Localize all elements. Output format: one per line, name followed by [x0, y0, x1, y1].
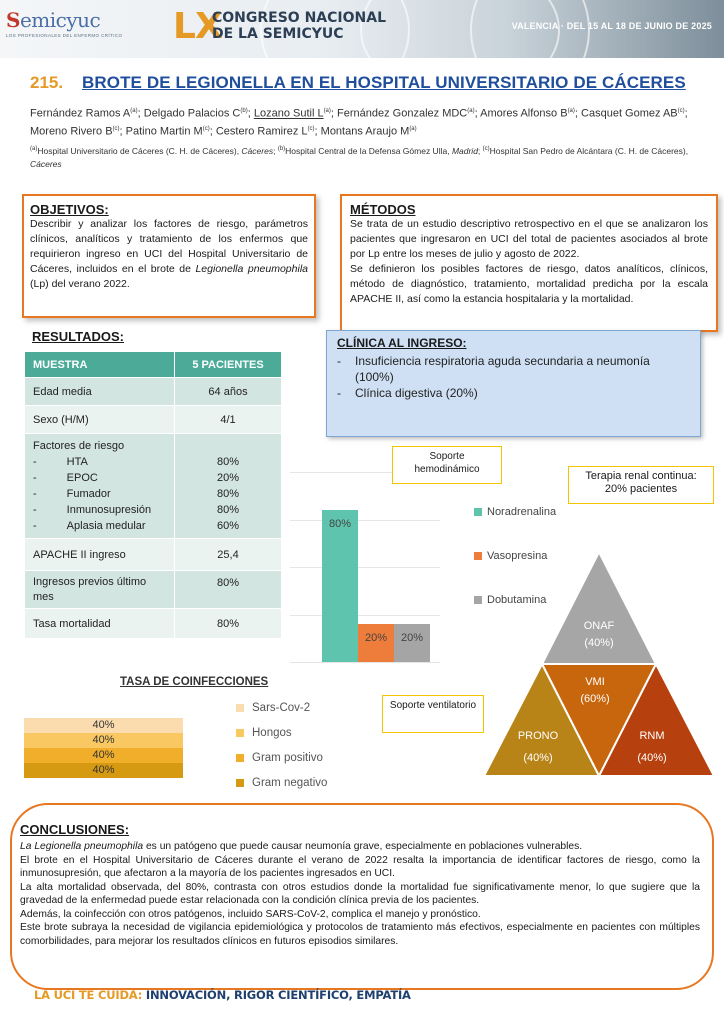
coinfection-legend-item: [236, 752, 323, 764]
header-banner: [0, 0, 724, 58]
table-row: [25, 378, 282, 406]
legend-swatch: [236, 704, 244, 712]
factores-cell: [25, 434, 175, 539]
legend-label: Gram negativo: [252, 777, 328, 789]
risk-factor-dash: -: [33, 472, 37, 484]
vmi-name: VMI: [585, 676, 605, 688]
authors-list: Fernández Ramos $A^{(a)}$; Delgado Palacios $C^{(b)}$; Lozano Sutil $L^{(a)}$; Fernández Gonzalez MDC$^{(a)}$; Amores Alfonso $B^{(a)}$; Casquet Gomez AB$^{(c)}$; Moreno Rivero $B^{(c)}$; Patino Martin $M^{(c)}$; Cestero Ramirez $L^{(c)}$; Montans Araujo $M^{(a)}$: [30, 107, 688, 138]
vmi-value: (60%): [580, 693, 610, 705]
conclusion-paragraph: Además, la coinfección con otros patógenos, incluido SARS-CoV-2, complica el manejo y pronóstico.: [20, 908, 481, 920]
legend-swatch: [236, 754, 244, 762]
affiliation-city: Cáceres: [241, 145, 274, 156]
legend-swatch: [236, 779, 244, 787]
risk-factor-value: 20%: [216, 472, 240, 484]
sexo-value: 4/1: [175, 406, 282, 434]
results-table: [24, 351, 282, 639]
legend-label: Dobutamina: [487, 594, 547, 606]
gridline: [290, 567, 440, 568]
author-name: Cestero Ramirez L: [215, 125, 308, 138]
author-affiliation-mark: (c): [202, 125, 210, 132]
clinica-item: [337, 385, 690, 401]
soporte-ventilatorio-callout: Soporte ventilatorio: [382, 695, 484, 733]
metodos-box: [340, 194, 718, 332]
mortalidad-label: Tasa mortalidad: [25, 609, 175, 639]
conclusiones-title: CONCLUSIONES:: [20, 822, 130, 837]
author-affiliation-mark: (c): [677, 108, 685, 114]
conclusiones-box: [10, 803, 714, 990]
ingresos-value: 80%: [175, 571, 282, 609]
risk-factor-value: 80%: [216, 504, 240, 516]
sexo-label: Sexo (H/M): [25, 406, 175, 434]
author-affiliation-mark: (a): [567, 108, 575, 114]
conclusion-paragraph: [20, 840, 700, 854]
author-affiliation-mark: (a): [409, 125, 417, 132]
risk-factor-name: Aplasia medular: [66, 520, 146, 532]
conclusion-text: es un patógeno que puede causar neumonía grave, especialmente en poblaciones vulnerables.: [143, 841, 583, 852]
metodos-paragraph-2: Se definieron los posibles factores de riesgo, datos analíticos, clínicos, método de diagnóstico, tratamiento, mortalidad predicha por la escala APACHE II, así como la estancia hospitalaria y la mortalidad.: [350, 263, 708, 305]
rnm-value: (40%): [637, 752, 667, 764]
affiliation-name: Hospital Universitario de Cáceres (C. H. de Cáceres),: [37, 145, 242, 156]
risk-factor-name: Fumador: [66, 488, 111, 500]
risk-factor-name: EPOC: [66, 472, 98, 484]
affiliation-mark: (b): [277, 146, 286, 152]
legend-swatch: [474, 552, 482, 560]
congress-line2: DE LA SEMICYUC: [212, 26, 344, 42]
table-header-muestra: MUESTRA: [25, 352, 175, 378]
factores-label: Factores de riesgo: [33, 440, 125, 452]
legend-item: [474, 506, 556, 518]
gridline: [290, 615, 440, 616]
author-name: Montans Araujo M: [320, 125, 410, 138]
author-affiliation-mark: (a): [130, 108, 138, 114]
author-name: Patino Martin M: [125, 125, 203, 138]
table-row: [25, 609, 282, 639]
conclusion-paragraph: La alta mortalidad observada, del 80%, contrasta con otros estudios donde la mortalidad fue significativamente menor, lo que sugiere que la gravedad de la enfermedad puede estar relacionada con la condición clínica previa de los pacientes.: [20, 881, 700, 906]
footer-slogan: [34, 988, 411, 1002]
metodos-title: MÉTODOS: [350, 202, 416, 217]
objetivos-text: [30, 217, 308, 292]
table-row: [25, 539, 282, 571]
affiliation-name: Hospital San Pedro de Alcántara (C. H. de Cáceres),: [489, 145, 689, 156]
conclusion-paragraph: El brote en el Hospital Universitario de Cáceres durante el verano de 2022 resalta la importancia de identificar factores de riesgo, como la inmunosupresión, que afectaron a la mayoría de los pacientes ingresados en UCI.: [20, 854, 700, 879]
metodos-paragraph-1: Se trata de un estudio descriptivo retrospectivo en el que se analizaron los pacientes que ingresaron en UCI del total de pacientes asociados al brote por Lp entre los meses de julio y agosto de 2022.: [350, 218, 708, 260]
factores-list: [33, 454, 166, 534]
rnm-name: RNM: [639, 730, 665, 742]
soporte-hemodinamico-callout: Soporte hemodinámico: [392, 446, 502, 484]
ingresos-label: Ingresos previos último mes: [25, 571, 175, 609]
legend-swatch: [474, 596, 482, 604]
objetivos-box: [22, 194, 316, 318]
affiliation-name: Hospital Central de la Defensa Gómez Ulla,: [285, 145, 452, 156]
legend-label: Vasopresina: [487, 550, 548, 562]
bar-noradrenalina: [322, 510, 358, 662]
author-name: Casquet Gomez AB: [581, 107, 678, 120]
author-affiliation-mark: (b): [240, 108, 248, 114]
objetivos-text-a: Describir y analizar los factores de riesgo, parámetros clínicos, analíticos y tratamiento de los enfermos que requirieron ingreso en UCI del Hospital Universitario de Cáceres, incluidos en el brote de: [30, 218, 308, 275]
risk-factor-name: Inmunosupresión: [66, 504, 152, 516]
resultados-title: RESULTADOS:: [32, 329, 124, 344]
bar-value-label: 80%: [328, 518, 352, 530]
edad-label: Edad media: [25, 378, 175, 406]
coinfection-bar: 40%: [24, 733, 183, 748]
coinfection-bar: 40%: [24, 763, 183, 778]
author-name: Moreno Rivero B: [30, 125, 113, 138]
coinfection-legend-item: [236, 702, 310, 714]
table-row: [25, 406, 282, 434]
clinica-title: CLÍNICA AL INGRESO:: [337, 336, 467, 350]
risk-factor-dash: -: [33, 488, 37, 500]
affiliation-mark: (c): [482, 146, 490, 152]
legend-label: Gram positivo: [252, 752, 323, 764]
apache-label: APACHE II ingreso: [25, 539, 175, 571]
affiliation-city: Cáceres: [30, 158, 62, 169]
table-header-pacientes: 5 PACIENTES: [175, 352, 282, 378]
risk-factor-dash: -: [33, 504, 37, 516]
logo-subtitle: LOS PROFESIONALES DEL ENFERMO CRÍTICO: [6, 33, 123, 38]
affiliation-city: Madrid: [451, 145, 478, 156]
footer-part1: LA UCI TE CUIDA:: [34, 988, 143, 1002]
legend-label: Sars-Cov-2: [252, 702, 311, 714]
conclusion-paragraph: Este brote subraya la necesidad de vigilancia epidemiológica y protocolos de tratamiento más efectivos, especialmente en pacientes con múltiples comorbilidades, para mejorar los resultados clínicos en futuros episodios similares.: [20, 922, 700, 947]
bar-value-label: 20%: [364, 632, 388, 644]
bullet-dash: -: [337, 386, 341, 400]
clinica-item-text: Insuficiencia respiratoria aguda secundaria a neumonía (100%): [355, 354, 650, 384]
author-name: Fernández Gonzalez MDC: [337, 107, 468, 120]
affiliation-mark: (a): [30, 146, 38, 152]
risk-factor-item: [33, 486, 166, 502]
coinfecciones-title: TASA DE COINFECCIONES: [120, 676, 269, 688]
author-name: Lozano Sutil L: [253, 107, 324, 120]
factores-values: [175, 434, 282, 539]
risk-factor-name: HTA: [66, 456, 88, 468]
author-affiliation-mark: (c): [307, 125, 315, 132]
coinfection-bar: 40%: [24, 748, 183, 763]
clinica-box: [326, 330, 701, 437]
coinfection-legend-item: [236, 777, 327, 789]
mortalidad-value: 80%: [175, 609, 282, 639]
risk-factor-value: 80%: [216, 456, 240, 468]
onaf-value: (40%): [584, 637, 614, 649]
author-name: Amores Alfonso B: [480, 107, 568, 120]
poster-title: BROTE DE LEGIONELLA EN EL HOSPITAL UNIVERSITARIO DE CÁCERES: [82, 73, 686, 92]
pyramid-label-vmi: [565, 674, 625, 708]
risk-factor-item: [33, 518, 166, 534]
coinfection-legend-item: [236, 727, 292, 739]
pyramid-label-prono: [508, 728, 568, 767]
objetivos-text-italic: Legionella pneumophila: [195, 263, 308, 275]
legend-label: Hongos: [252, 727, 292, 739]
semicyuc-logo: [6, 8, 122, 38]
coinfection-bar: 40%: [24, 718, 183, 733]
risk-factor-dash: -: [33, 456, 37, 468]
table-row: [25, 434, 282, 539]
legend-swatch: [474, 508, 482, 516]
table-header-row: [25, 352, 282, 378]
author-name: Fernández Ramos A: [30, 107, 131, 120]
risk-factor-value: 80%: [216, 488, 240, 500]
risk-factor-value: 60%: [216, 520, 240, 532]
apache-value: 25,4: [175, 539, 282, 571]
legend-label: Noradrenalina: [487, 506, 557, 518]
congress-number: LX: [173, 6, 222, 47]
clinica-item-text: Clínica digestiva (20%): [355, 386, 478, 400]
prono-name: PRONO: [517, 730, 559, 742]
risk-factor-dash: -: [33, 520, 37, 532]
risk-factor-item: [33, 502, 166, 518]
clinica-item: [337, 353, 690, 385]
conclusion-italic: La Legionella pneumophila: [20, 841, 144, 852]
risk-factor-item: [33, 454, 166, 470]
risk-factor-item: [33, 470, 166, 486]
footer-part2: INNOVACIÓN, RIGOR CIENTÍFICO, EMPATÍA: [142, 988, 411, 1002]
prono-value: (40%): [523, 752, 553, 764]
pyramid-label-rnm: [622, 728, 682, 767]
author-affiliation-mark: (c): [112, 125, 120, 132]
pyramid-label-onaf: [569, 618, 629, 652]
bar-value-label: 20%: [400, 632, 424, 644]
objetivos-title: OBJETIVOS:: [30, 202, 109, 217]
logo-text: Semicyuc: [6, 8, 101, 32]
gridline: [290, 662, 440, 663]
table-row: [25, 571, 282, 609]
congress-line1: CONGRESO NACIONAL: [212, 10, 386, 26]
congress-title: [212, 10, 386, 42]
gridline: [290, 520, 440, 521]
onaf-name: ONAF: [583, 620, 615, 632]
bullet-dash: -: [337, 354, 341, 368]
legend-swatch: [236, 729, 244, 737]
author-name: Delgado Palacios C: [143, 107, 241, 120]
affiliations: $^{(a)}$Hospital Universitario de Cáceres (C. H. de Cáceres), Cáceres; $^{(b)}$Hospital Central de la Defensa Gómez Ulla, Madrid; $^{(c)}$Hospital San Pedro de Alcántara (C. H. de Cáceres), Cáceres: [30, 145, 689, 169]
author-affiliation-mark: (a): [467, 108, 475, 114]
edad-value: 64 años: [175, 378, 282, 406]
congress-date: VALENCIA · DEL 15 AL 18 DE JUNIO DE 2025: [511, 21, 712, 31]
author-affiliation-mark: (a): [323, 108, 331, 114]
poster-number: 215.: [30, 73, 64, 92]
terapia-renal-callout: Terapia renal continua: 20% pacientes: [568, 466, 714, 504]
objetivos-text-b: (Lp) del verano 2022.: [30, 278, 130, 290]
